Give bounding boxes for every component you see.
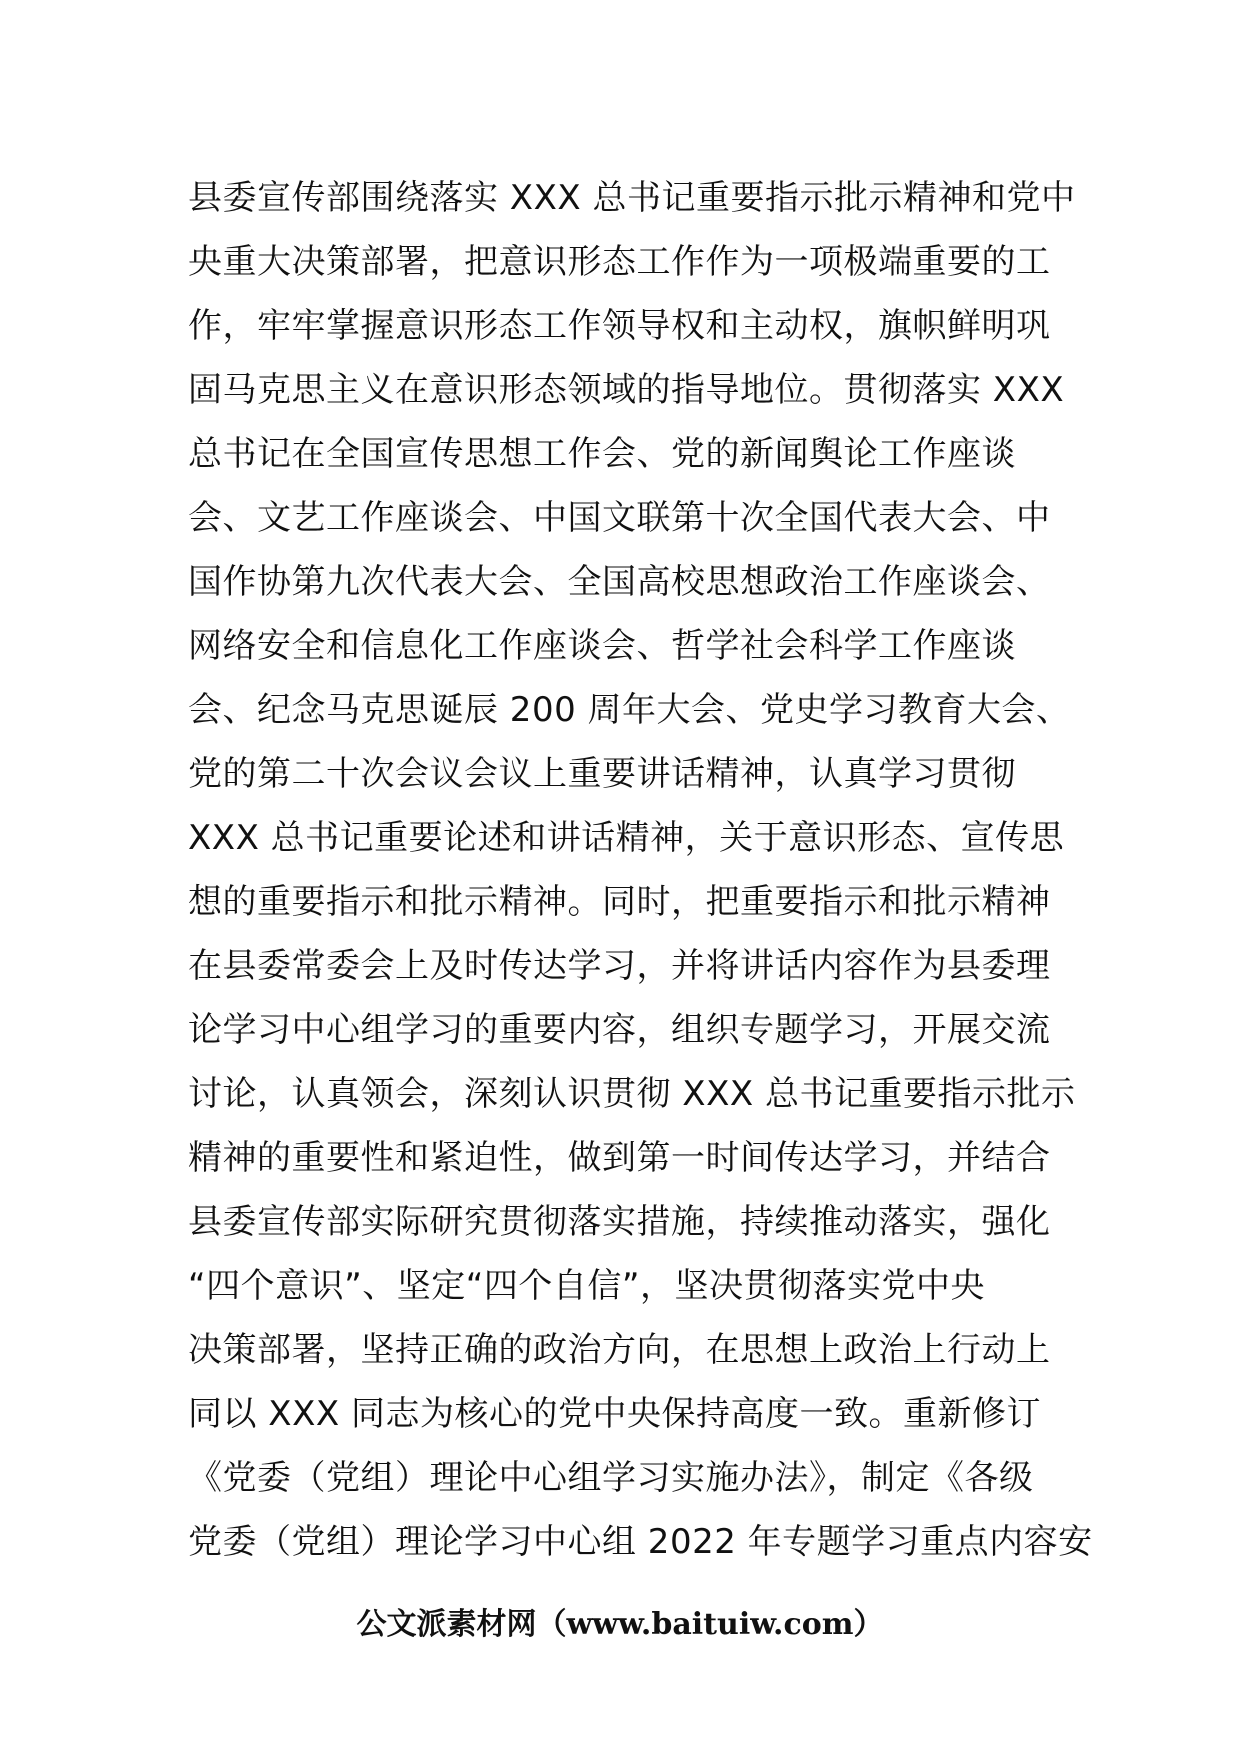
text-line: 固马克思主义在意识形态领域的指导地位。贯彻落实 XXX (188, 370, 1065, 410)
text-line: 县委宣传部实际研究贯彻落实措施，持续推动落实，强化 (188, 1202, 1051, 1242)
text-line: 精神的重要性和紧迫性，做到第一时间传达学习，并结合 (188, 1138, 1051, 1178)
text-line: 同以 XXX 同志为核心的党中央保持高度一致。重新修订 (188, 1394, 1041, 1434)
text-line: “四个意识”、坚定“四个自信”，坚决贯彻落实党中央 (188, 1266, 985, 1306)
text-line: 会、文艺工作座谈会、中国文联第十次全国代表大会、中 (188, 498, 1051, 538)
text-line: 《党委（党组）理论中心组学习实施办法》，制定《各级 (188, 1458, 1034, 1498)
text-line: 论学习中心组学习的重要内容，组织专题学习，开展交流 (188, 1010, 1051, 1050)
footer-source-label: 公文派素材网（www.baituiw.com） (356, 1607, 884, 1642)
text-line: 决策部署，坚持正确的政治方向，在思想上政治上行动上 (188, 1330, 1051, 1370)
text-line: 想的重要指示和批示精神。同时，把重要指示和批示精神 (188, 882, 1051, 922)
text-line: 网络安全和信息化工作座谈会、哲学社会科学工作座谈 (188, 626, 1016, 666)
text-line: 总书记在全国宣传思想工作会、党的新闻舆论工作座谈 (188, 434, 1016, 474)
text-line: 央重大决策部署，把意识形态工作作为一项极端重要的工 (188, 242, 1051, 282)
text-line: 讨论，认真领会，深刻认识贯彻 XXX 总书记重要指示批示 (188, 1074, 1076, 1114)
text-line: 国作协第九次代表大会、全国高校思想政治工作座谈会、 (188, 562, 1051, 602)
text-line: 党的第二十次会议会议上重要讲话精神，认真学习贯彻 (188, 754, 1016, 794)
body-paragraph (188, 166, 1093, 1574)
text-line: 作，牢牢掌握意识形态工作领导权和主动权，旗帜鲜明巩 (188, 306, 1051, 346)
text-line: 在县委常委会上及时传达学习，并将讲话内容作为县委理 (188, 946, 1051, 986)
text-line: 党委（党组）理论学习中心组 2022 年专题学习重点内容安 (188, 1522, 1093, 1562)
text-line: 会、纪念马克思诞辰 200 周年大会、党史学习教育大会、 (188, 690, 1071, 730)
text-line: 县委宣传部围绕落实 XXX 总书记重要指示批示精神和党中 (188, 178, 1076, 218)
text-line: XXX 总书记重要论述和讲话精神，关于意识形态、宣传思 (188, 818, 1065, 858)
